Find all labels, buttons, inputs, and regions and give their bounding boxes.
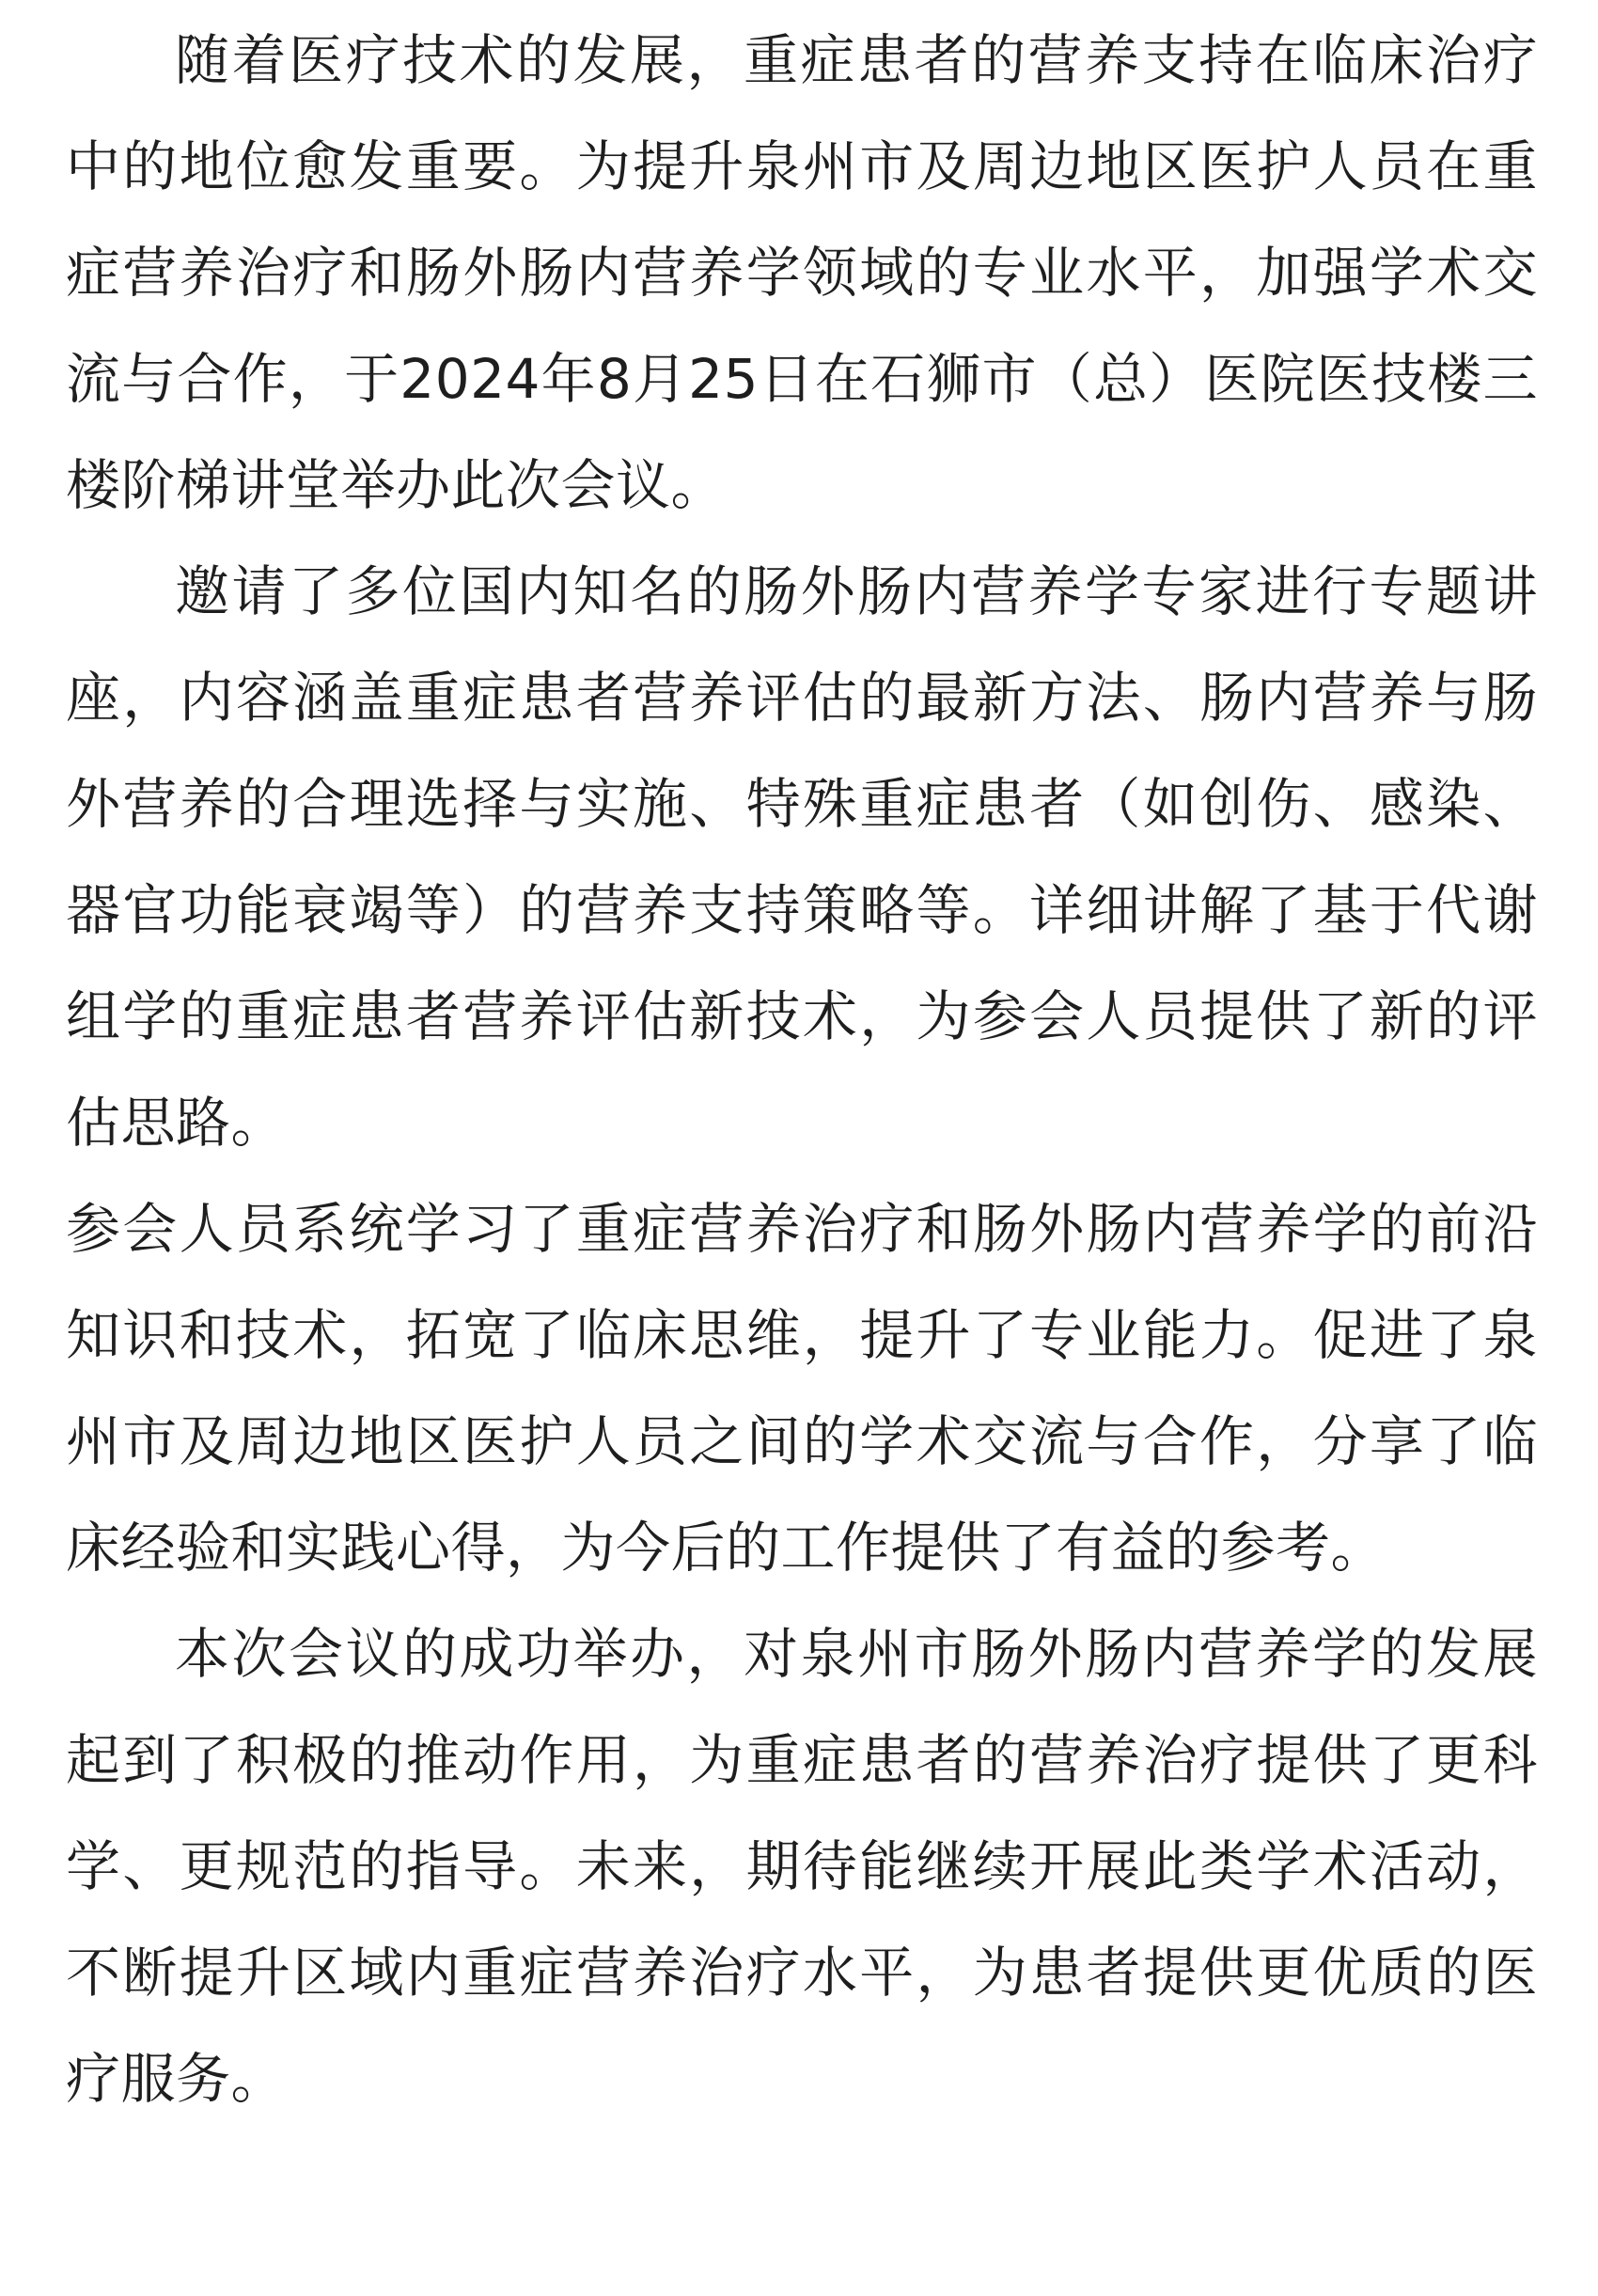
paragraph-participant-gains: 参会人员系统学习了重症营养治疗和肠外肠内营养学的前沿知识和技术，拓宽了临床思维，提升了专业能力。促进了泉州市及周边地区医护人员之间的学术交流与合作，分享了临床经验和实践心得，为今后的工作提供了有益的参考。 <box>66 1197 1538 1580</box>
article-body <box>66 8 1538 2132</box>
paragraph-conclusion: 本次会议的成功举办，对泉州市肠外肠内营养学的发展起到了积极的推动作用，为重症患者的营养治疗提供了更科学、更规范的指导。未来，期待能继续开展此类学术活动，不断提升区域内重症营养治疗水平，为患者提供更优质的医疗服务。 <box>66 1622 1538 2111</box>
paragraph-expert-lectures: 邀请了多位国内知名的肠外肠内营养学专家进行专题讲座，内容涵盖重症患者营养评估的最新方法、肠内营养与肠外营养的合理选择与实施、特殊重症患者（如创伤、感染、器官功能衰竭等）的营养支持策略等。详细讲解了基于代谢组学的重症患者营养评估新技术，为参会人员提供了新的评估思路。 <box>66 559 1538 1155</box>
paragraph-meeting-background: 随着医疗技术的发展，重症患者的营养支持在临床治疗中的地位愈发重要。为提升泉州市及周边地区医护人员在重症营养治疗和肠外肠内营养学领域的专业水平，加强学术交流与合作，于2024年8月25日在石狮市（总）医院医技楼三楼阶梯讲堂举办此次会议。 <box>66 28 1538 517</box>
